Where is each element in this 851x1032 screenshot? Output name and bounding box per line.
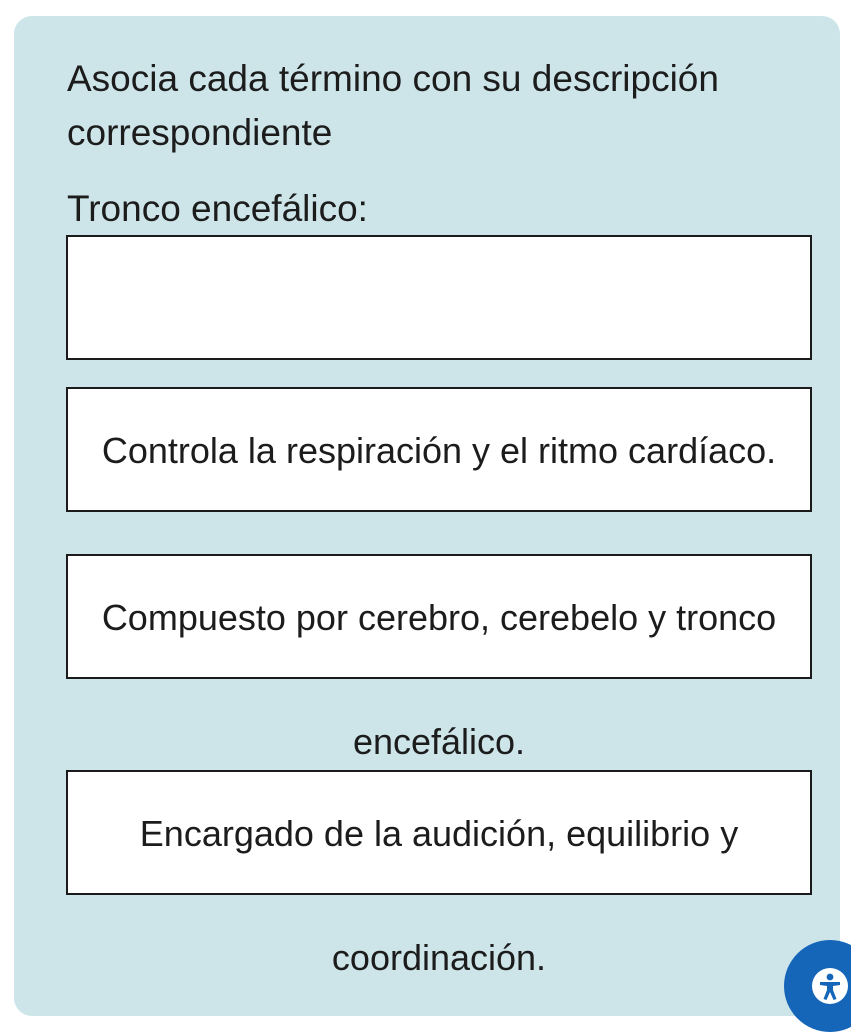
- option-text: Encargado de la audición, equilibrio y: [139, 813, 739, 854]
- question-card: [14, 16, 840, 1016]
- term-label: Tronco encefálico:: [67, 188, 368, 229]
- answer-drop-zone[interactable]: [66, 235, 812, 360]
- option-text: Controla la respiración y el ritmo cardíaco.: [101, 430, 777, 471]
- option-text-overflow: encefálico.: [352, 721, 526, 762]
- option-card-respiration[interactable]: [66, 387, 812, 512]
- option-text: Compuesto por cerebro, cerebelo y tronco: [101, 597, 777, 638]
- accessibility-icon: [812, 968, 848, 1004]
- question-instructions: Asocia cada término con su descripción correspondiente: [67, 58, 719, 153]
- option-text-overflow: coordinación.: [331, 937, 547, 978]
- option-card-nervous-system[interactable]: [66, 554, 812, 679]
- option-card-hearing-balance[interactable]: [66, 770, 812, 895]
